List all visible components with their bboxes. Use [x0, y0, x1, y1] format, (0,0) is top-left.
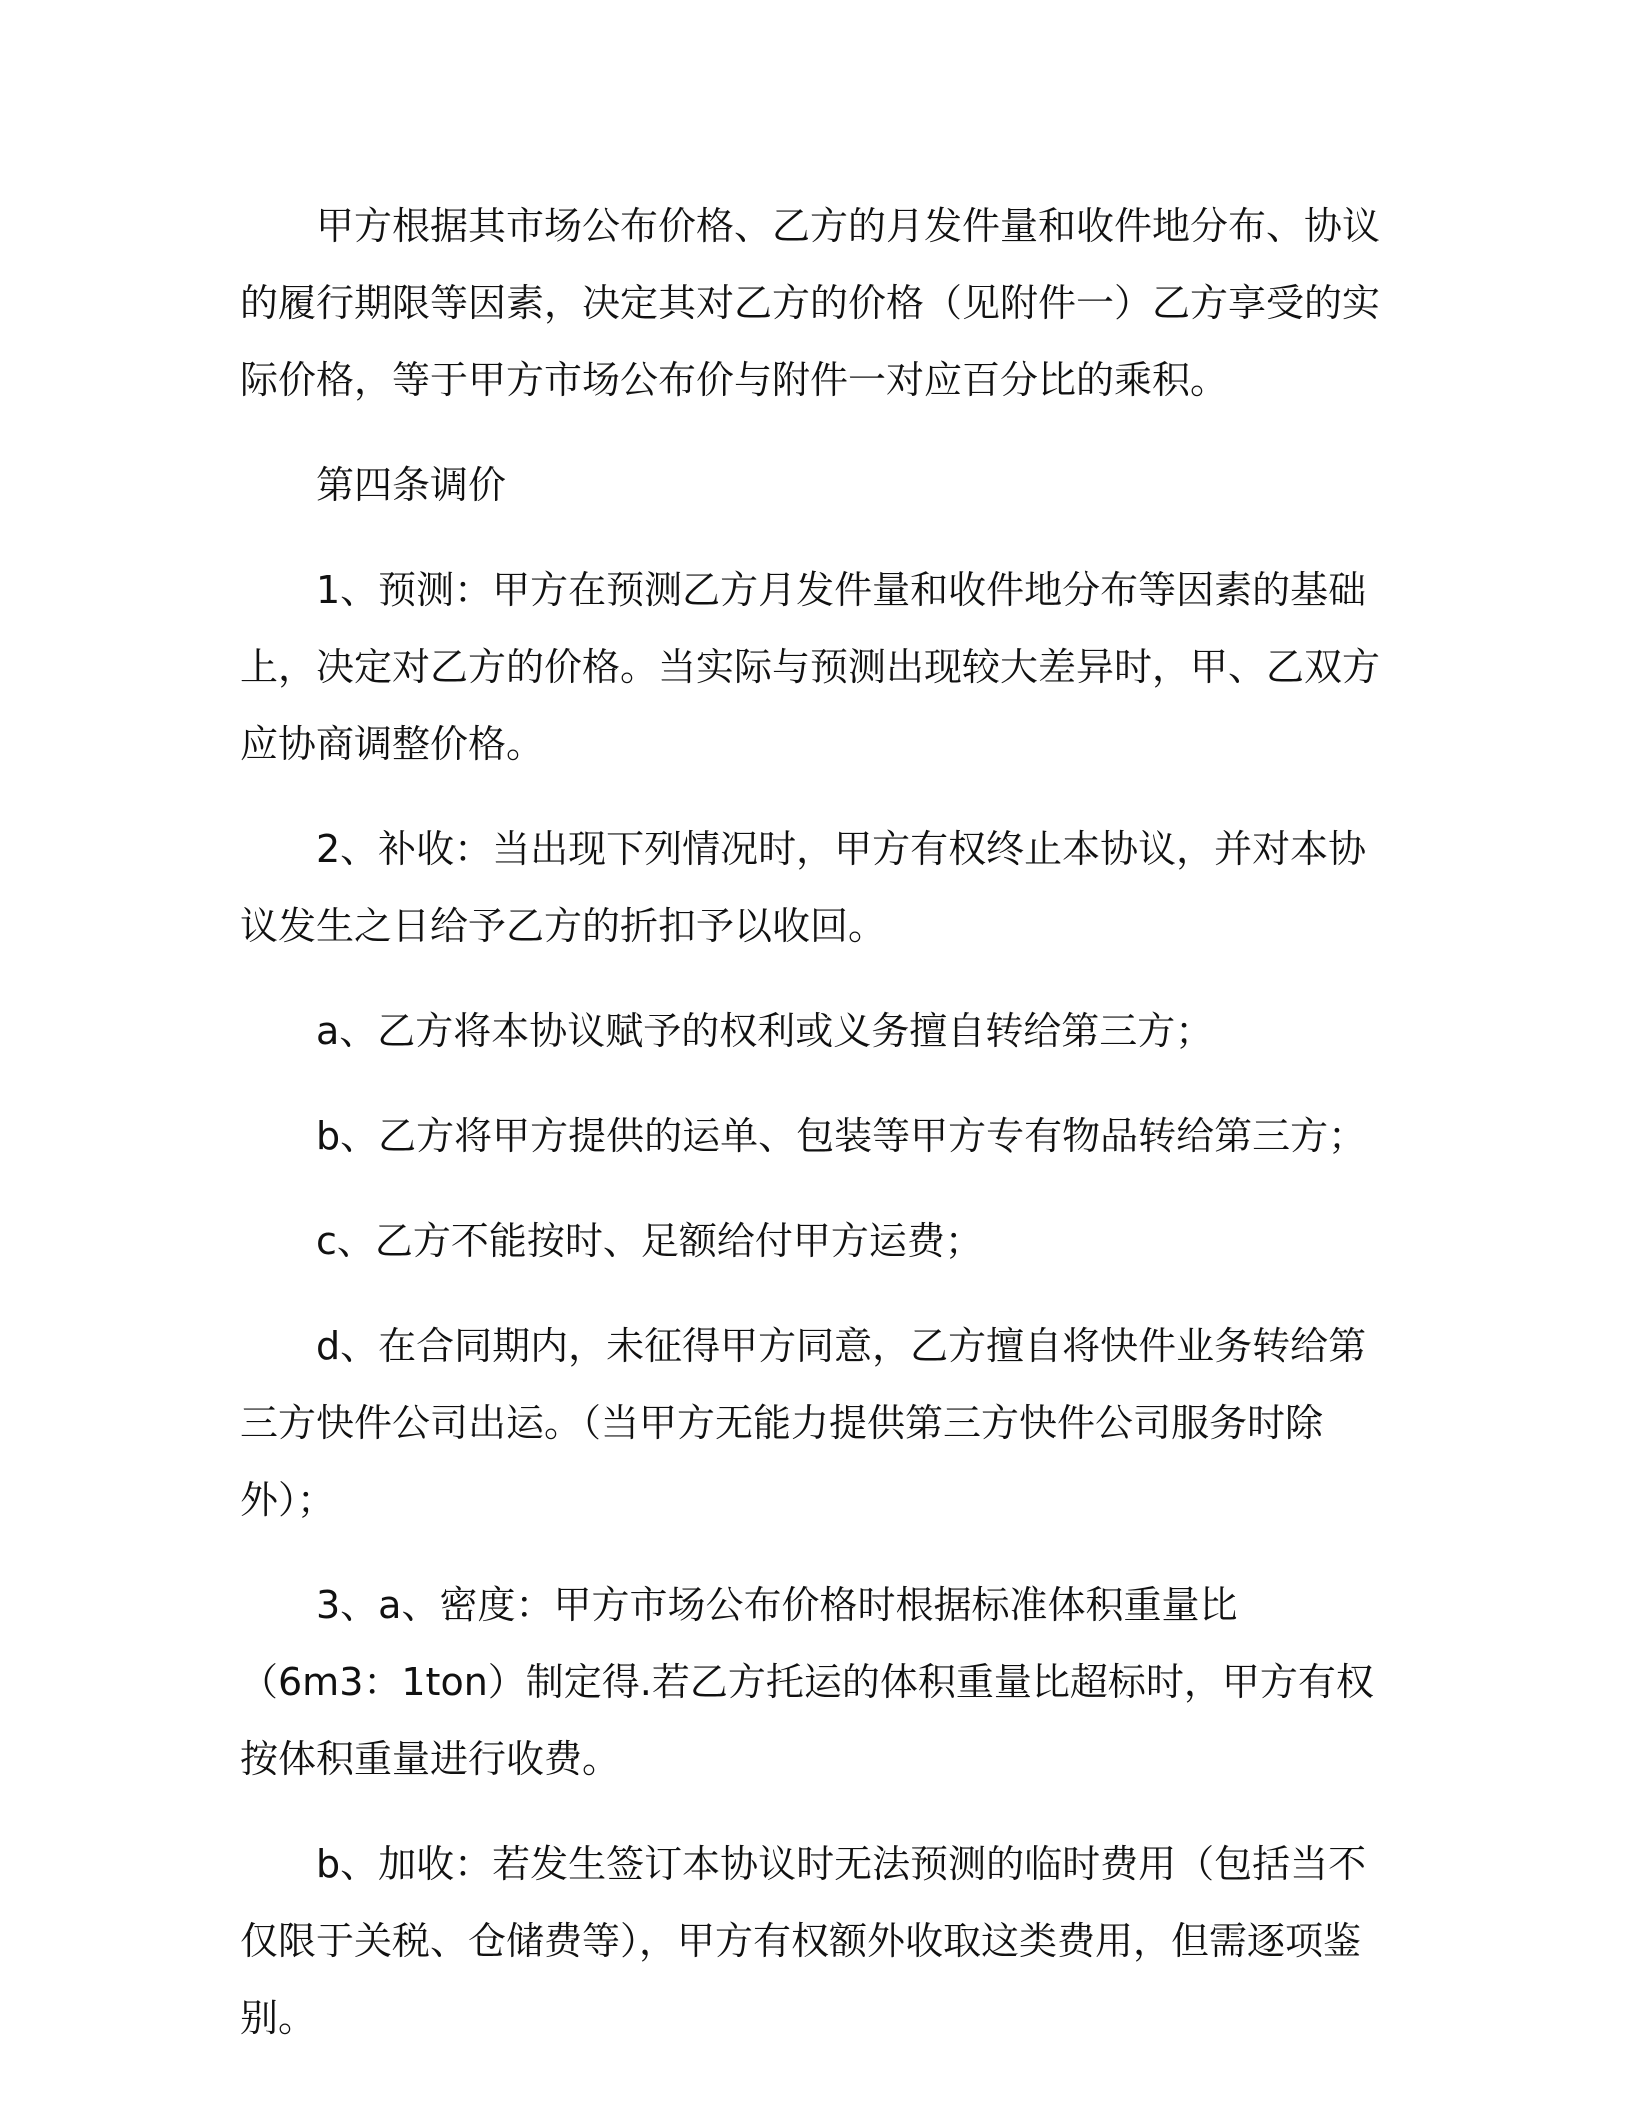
list-item-a: a、乙方将本协议赋予的权利或义务擅自转给第三方； [316, 1009, 1214, 1053]
list-item-b: b、乙方将甲方提供的运单、包装等甲方专有物品转给第三方； [316, 1114, 1367, 1158]
paragraph-pricing-basis: 甲方根据其市场公布价格、乙方的月发件量和收件地分布、协议的履行期限等因素，决定其对乙方的价格（见附件一）乙方享受的实际价格，等于甲方市场公布价与附件一对应百分比的乘积。 [240, 204, 1381, 402]
section-heading-article-4: 第四条调价 [316, 463, 507, 507]
paragraph-recovery: 2、补收：当出现下列情况时，甲方有权终止本协议，并对本协议发生之日给予乙方的折扣予以收回。 [240, 827, 1367, 948]
list-item-c: c、乙方不能按时、足额给付甲方运费； [316, 1219, 983, 1263]
paragraph-density: 3、a、密度：甲方市场公布价格时根据标准体积重量比（6m3：1ton）制定得.若乙方托运的体积重量比超标时，甲方有权按体积重量进行收费。 [240, 1583, 1374, 1781]
paragraph-surcharge: b、加收：若发生签订本协议时无法预测的临时费用（包括当不仅限于关税、仓储费等），甲方有权额外收取这类费用，但需逐项鉴别。 [240, 1842, 1367, 2040]
list-item-d: d、在合同期内，未征得甲方同意，乙方擅自将快件业务转给第三方快件公司出运。（当甲方无能力提供第三方快件公司服务时除外）； [240, 1324, 1367, 1522]
document-body [240, 188, 1390, 2057]
paragraph-forecast: 1、预测：甲方在预测乙方月发件量和收件地分布等因素的基础上，决定对乙方的价格。当实际与预测出现较大差异时，甲、乙双方应协商调整价格。 [240, 568, 1381, 766]
